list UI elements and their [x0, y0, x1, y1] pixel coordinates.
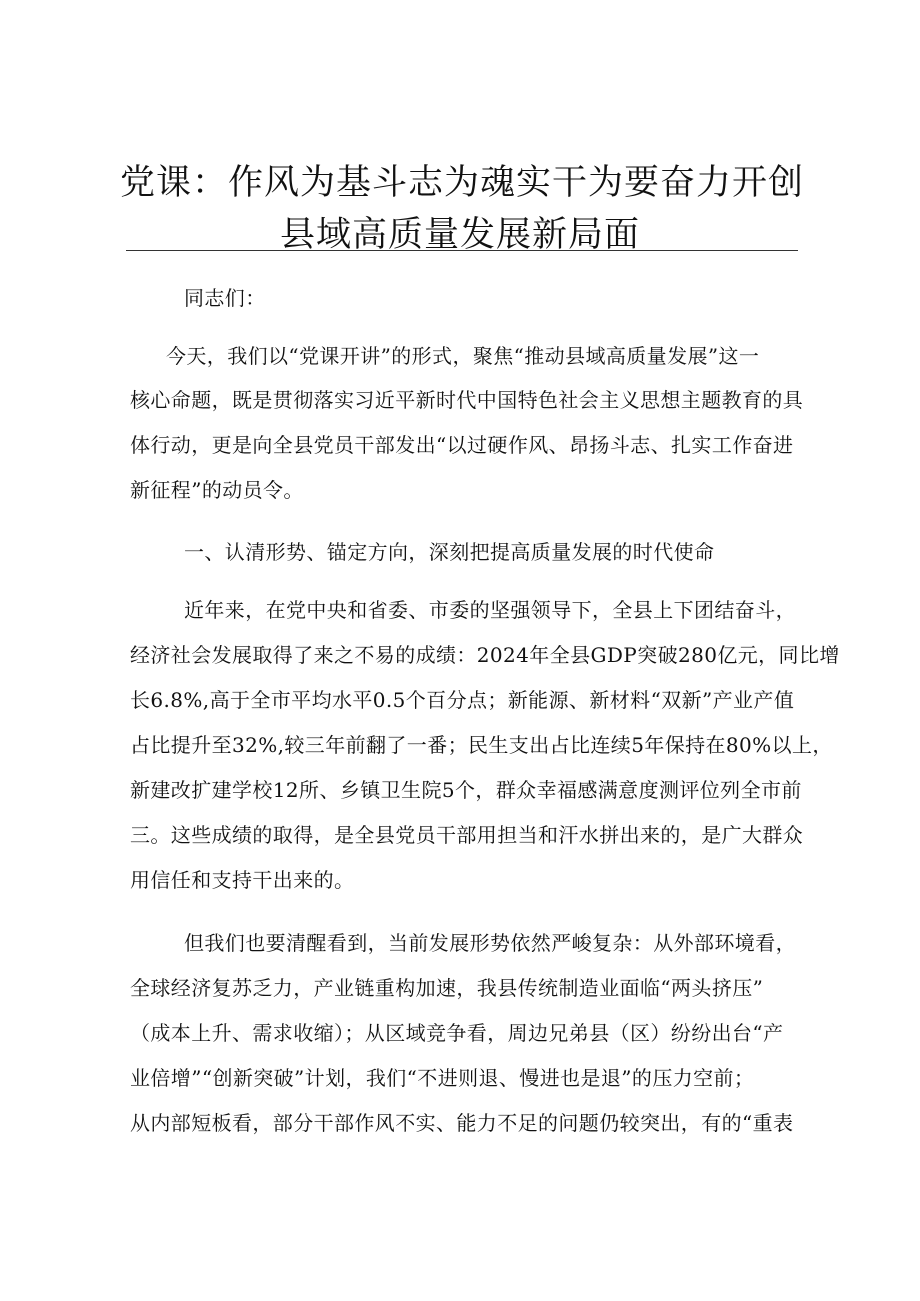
paragraph-3-line-4: 占比提升至32%,较三年前翻了一番；民生支出占比连续5年保持在80%以上，: [130, 733, 833, 757]
paragraph-4-line-3: （成本上升、需求收缩）；从区域竞争看，周边兄弟县（区）纷纷出台“产: [130, 1021, 784, 1045]
paragraph-4-line-1: 但我们也要清醒看到，当前发展形势依然严峻复杂：从外部环境看，: [184, 931, 796, 955]
paragraph-3-line-1: 近年来，在党中央和省委、市委的坚强领导下，全县上下团结奋斗，: [184, 598, 796, 622]
paragraph-1-line-4: 新征程”的动员令。: [130, 478, 304, 502]
salutation: 同志们：: [184, 286, 266, 310]
paragraph-4-line-2: 全球经济复苏乏力，产业链重构加速，我县传统制造业面临“两头挤压”: [130, 976, 764, 1000]
paragraph-3-line-3: 长6.8%,高于全市平均水平0.5个百分点；新能源、新材料“双新”产业产值: [130, 688, 795, 712]
document-title-line-2: 县域高质量发展新局面: [279, 215, 640, 255]
paragraph-4-line-4: 业倍增”“创新突破”计划，我们“不进则退、慢进也是退”的压力空前；: [130, 1066, 755, 1090]
paragraph-1-line-1: 今天，我们以“党课开讲”的形式，聚焦“推动县域高质量发展”这一: [166, 344, 760, 368]
paragraph-1-line-3: 体行动，更是向全县党员干部发出“以过硬作风、昂扬斗志、扎实工作奋进: [130, 433, 794, 457]
document-title-line-1: 党课：作风为基斗志为魂实干为要奋力开创: [120, 163, 805, 203]
paragraph-3-line-2: 经济社会发展取得了来之不易的成绩：2024年全县GDP突破280亿元，同比增: [130, 643, 840, 667]
paragraph-3-line-6: 三。这些成绩的取得，是全县党员干部用担当和汗水拼出来的，是广大群众: [130, 823, 804, 847]
section-heading-1: 一、认清形势、锚定方向，深刻把提高质量发展的时代使命: [184, 540, 715, 564]
paragraph-1-line-2: 核心命题，既是贯彻落实习近平新时代中国特色社会主义思想主题教育的具: [130, 388, 804, 412]
paragraph-4-line-5: 从内部短板看，部分干部作风不实、能力不足的问题仍较突出，有的“重表: [130, 1111, 794, 1135]
paragraph-3-line-5: 新建改扩建学校12所、乡镇卫生院5个，群众幸福感满意度测评位列全市前: [130, 778, 802, 802]
paragraph-3-line-7: 用信任和支持干出来的。: [130, 868, 355, 892]
title-divider: [126, 250, 798, 251]
